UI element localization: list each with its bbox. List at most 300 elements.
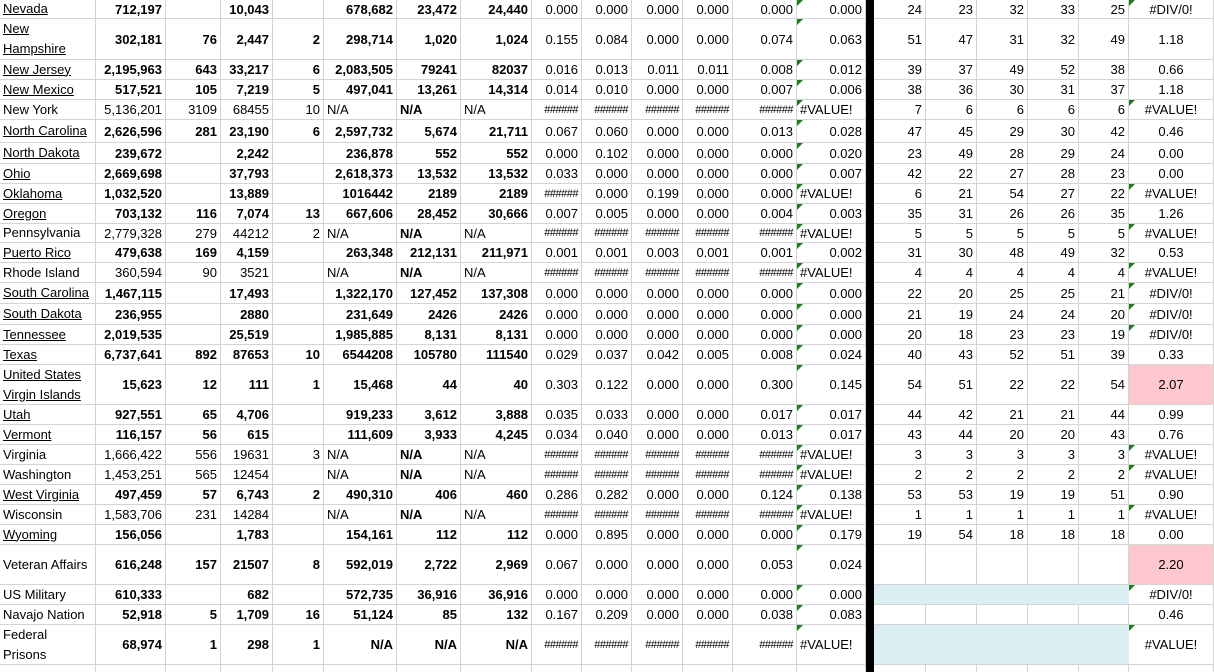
row-label-cell[interactable]: New Hampshire xyxy=(0,19,96,59)
data-cell-c3[interactable]: 14284 xyxy=(221,505,273,524)
data-cell-c3[interactable]: 2,242 xyxy=(221,143,273,163)
data-cell-r4[interactable]: 23 xyxy=(1028,325,1079,344)
data-cell-c5[interactable]: N/A xyxy=(324,263,397,282)
data-cell-c10[interactable]: ###### xyxy=(632,465,683,484)
data-cell-c5[interactable]: 678,682 xyxy=(324,0,397,18)
row-label-cell[interactable]: North Dakota xyxy=(0,143,96,163)
data-cell-r4[interactable]: 29 xyxy=(1028,143,1079,163)
row-label-cell[interactable]: North Carolina xyxy=(0,120,96,142)
data-cell-c1[interactable]: 2,669,698 xyxy=(96,164,166,183)
data-cell-c9[interactable]: ###### xyxy=(582,445,632,464)
data-cell-c11[interactable]: 0.001 xyxy=(683,243,733,262)
data-cell-c10[interactable]: ###### xyxy=(632,100,683,119)
data-cell-r1[interactable]: 53 xyxy=(874,485,926,504)
data-cell-r6[interactable]: #VALUE! xyxy=(1129,445,1214,464)
data-cell-c5[interactable]: 51,124 xyxy=(324,605,397,624)
data-cell-c3[interactable]: 23,190 xyxy=(221,120,273,142)
data-cell-c6[interactable]: N/A xyxy=(397,263,461,282)
data-cell-r2[interactable]: 1 xyxy=(926,505,977,524)
data-cell-c7[interactable]: 30,666 xyxy=(461,204,532,223)
data-cell-c5[interactable]: 111,609 xyxy=(324,425,397,444)
data-cell-c6[interactable]: 13,261 xyxy=(397,80,461,99)
data-cell-c2[interactable]: 565 xyxy=(166,465,221,484)
data-cell-c11[interactable]: 0.000 xyxy=(683,405,733,424)
data-cell-r6[interactable]: 0.00 xyxy=(1129,143,1214,163)
data-cell-c1[interactable]: 5,136,201 xyxy=(96,100,166,119)
data-cell-c12[interactable]: 0.013 xyxy=(733,120,797,142)
data-cell-c13[interactable]: 0.017 xyxy=(797,405,866,424)
data-cell-r3[interactable] xyxy=(977,545,1028,584)
data-cell-c7[interactable]: 2426 xyxy=(461,304,532,324)
data-cell-c7[interactable]: 211,971 xyxy=(461,243,532,262)
data-cell-c1[interactable]: 2,779,328 xyxy=(96,224,166,242)
data-cell-c4[interactable] xyxy=(273,585,324,604)
data-cell-c1[interactable]: 239,672 xyxy=(96,143,166,163)
data-cell-c6[interactable]: 13,532 xyxy=(397,164,461,183)
data-cell-r5[interactable]: 22 xyxy=(1079,184,1129,203)
data-cell-r6[interactable]: #VALUE! xyxy=(1129,263,1214,282)
data-cell-r6[interactable]: #DIV/0! xyxy=(1129,0,1214,18)
data-cell-c3[interactable]: 1,783 xyxy=(221,525,273,544)
data-cell-c1[interactable]: 116,157 xyxy=(96,425,166,444)
empty-cell[interactable] xyxy=(532,665,582,672)
empty-cell[interactable] xyxy=(397,665,461,672)
data-cell-r2[interactable] xyxy=(926,585,977,604)
data-cell-c1[interactable]: 156,056 xyxy=(96,525,166,544)
data-cell-c7[interactable]: N/A xyxy=(461,100,532,119)
data-cell-r2[interactable]: 45 xyxy=(926,120,977,142)
data-cell-c11[interactable]: 0.000 xyxy=(683,485,733,504)
data-cell-c10[interactable]: 0.000 xyxy=(632,525,683,544)
data-cell-c1[interactable]: 1,453,251 xyxy=(96,465,166,484)
data-cell-c8[interactable]: ###### xyxy=(532,465,582,484)
data-cell-c12[interactable]: 0.053 xyxy=(733,545,797,584)
data-cell-c11[interactable]: 0.000 xyxy=(683,325,733,344)
data-cell-r2[interactable] xyxy=(926,625,977,664)
data-cell-r5[interactable]: 49 xyxy=(1079,19,1129,59)
data-cell-c2[interactable]: 105 xyxy=(166,80,221,99)
data-cell-r2[interactable]: 18 xyxy=(926,325,977,344)
data-cell-r4[interactable]: 21 xyxy=(1028,405,1079,424)
data-cell-c13[interactable]: 0.000 xyxy=(797,325,866,344)
row-label-cell[interactable]: Veteran Affairs xyxy=(0,545,96,584)
data-cell-c9[interactable]: ###### xyxy=(582,505,632,524)
data-cell-c6[interactable]: N/A xyxy=(397,505,461,524)
data-cell-c1[interactable]: 1,032,520 xyxy=(96,184,166,203)
empty-cell[interactable] xyxy=(1028,665,1079,672)
data-cell-r1[interactable]: 38 xyxy=(874,80,926,99)
data-cell-c3[interactable]: 12454 xyxy=(221,465,273,484)
data-cell-c1[interactable]: 1,666,422 xyxy=(96,445,166,464)
data-cell-c11[interactable]: 0.000 xyxy=(683,365,733,404)
data-cell-c4[interactable] xyxy=(273,465,324,484)
data-cell-c3[interactable]: 111 xyxy=(221,365,273,404)
data-cell-c13[interactable]: 0.179 xyxy=(797,525,866,544)
data-cell-c7[interactable]: 82037 xyxy=(461,60,532,79)
data-cell-c13[interactable]: 0.000 xyxy=(797,585,866,604)
data-cell-r2[interactable]: 2 xyxy=(926,465,977,484)
data-cell-c11[interactable]: 0.011 xyxy=(683,60,733,79)
data-cell-c8[interactable]: ###### xyxy=(532,184,582,203)
data-cell-r6[interactable]: #DIV/0! xyxy=(1129,585,1214,604)
data-cell-r6[interactable]: 0.53 xyxy=(1129,243,1214,262)
data-cell-r6[interactable]: 0.33 xyxy=(1129,345,1214,364)
data-cell-r4[interactable]: 5 xyxy=(1028,224,1079,242)
data-cell-r5[interactable]: 39 xyxy=(1079,345,1129,364)
data-cell-r6[interactable]: #VALUE! xyxy=(1129,100,1214,119)
data-cell-c13[interactable]: #VALUE! xyxy=(797,263,866,282)
data-cell-c12[interactable]: 0.300 xyxy=(733,365,797,404)
data-cell-c9[interactable]: 0.005 xyxy=(582,204,632,223)
data-cell-c9[interactable]: 0.000 xyxy=(582,283,632,303)
data-cell-c11[interactable]: 0.000 xyxy=(683,80,733,99)
data-cell-c6[interactable]: 406 xyxy=(397,485,461,504)
data-cell-c7[interactable]: 111540 xyxy=(461,345,532,364)
data-cell-c1[interactable]: 360,594 xyxy=(96,263,166,282)
data-cell-r2[interactable]: 3 xyxy=(926,445,977,464)
data-cell-c10[interactable]: 0.042 xyxy=(632,345,683,364)
empty-cell[interactable] xyxy=(273,665,324,672)
data-cell-r1[interactable]: 21 xyxy=(874,304,926,324)
row-label-cell[interactable]: Oregon xyxy=(0,204,96,223)
data-cell-r1[interactable]: 22 xyxy=(874,283,926,303)
data-cell-c12[interactable]: 0.000 xyxy=(733,304,797,324)
data-cell-c4[interactable] xyxy=(273,184,324,203)
data-cell-c8[interactable]: 0.000 xyxy=(532,325,582,344)
data-cell-c8[interactable]: ###### xyxy=(532,263,582,282)
data-cell-c8[interactable]: 0.000 xyxy=(532,525,582,544)
data-cell-c1[interactable]: 497,459 xyxy=(96,485,166,504)
data-cell-c13[interactable]: 0.000 xyxy=(797,0,866,18)
data-cell-r6[interactable]: #VALUE! xyxy=(1129,184,1214,203)
data-cell-c11[interactable]: 0.000 xyxy=(683,19,733,59)
data-cell-r5[interactable] xyxy=(1079,585,1129,604)
data-cell-r3[interactable]: 19 xyxy=(977,485,1028,504)
data-cell-c11[interactable]: 0.000 xyxy=(683,545,733,584)
data-cell-c6[interactable]: N/A xyxy=(397,625,461,664)
data-cell-r3[interactable]: 5 xyxy=(977,224,1028,242)
data-cell-c2[interactable]: 76 xyxy=(166,19,221,59)
data-cell-c12[interactable]: 0.013 xyxy=(733,425,797,444)
data-cell-c9[interactable]: 0.000 xyxy=(582,304,632,324)
data-cell-c5[interactable]: N/A xyxy=(324,505,397,524)
data-cell-r5[interactable]: 1 xyxy=(1079,505,1129,524)
data-cell-c4[interactable]: 6 xyxy=(273,60,324,79)
row-label-cell[interactable]: Oklahoma xyxy=(0,184,96,203)
data-cell-c5[interactable]: 298,714 xyxy=(324,19,397,59)
data-cell-r5[interactable]: 19 xyxy=(1079,325,1129,344)
data-cell-r5[interactable]: 5 xyxy=(1079,224,1129,242)
data-cell-c8[interactable]: 0.167 xyxy=(532,605,582,624)
data-cell-c1[interactable]: 15,623 xyxy=(96,365,166,404)
data-cell-c1[interactable]: 616,248 xyxy=(96,545,166,584)
data-cell-c3[interactable]: 87653 xyxy=(221,345,273,364)
data-cell-r6[interactable]: 1.26 xyxy=(1129,204,1214,223)
row-label-cell[interactable]: Texas xyxy=(0,345,96,364)
data-cell-c3[interactable]: 298 xyxy=(221,625,273,664)
data-cell-c2[interactable]: 157 xyxy=(166,545,221,584)
data-cell-r1[interactable]: 51 xyxy=(874,19,926,59)
data-cell-c11[interactable]: ###### xyxy=(683,224,733,242)
data-cell-r2[interactable]: 31 xyxy=(926,204,977,223)
data-cell-c3[interactable]: 37,793 xyxy=(221,164,273,183)
data-cell-c8[interactable]: 0.034 xyxy=(532,425,582,444)
data-cell-c11[interactable]: 0.000 xyxy=(683,164,733,183)
data-cell-c8[interactable]: 0.000 xyxy=(532,143,582,163)
data-cell-c6[interactable]: N/A xyxy=(397,465,461,484)
data-cell-c12[interactable]: ###### xyxy=(733,445,797,464)
data-cell-r4[interactable]: 32 xyxy=(1028,19,1079,59)
data-cell-r4[interactable]: 6 xyxy=(1028,100,1079,119)
data-cell-c5[interactable]: 667,606 xyxy=(324,204,397,223)
data-cell-c10[interactable]: 0.000 xyxy=(632,585,683,604)
data-cell-c9[interactable]: 0.033 xyxy=(582,405,632,424)
data-cell-c1[interactable]: 2,626,596 xyxy=(96,120,166,142)
data-cell-c10[interactable]: 0.000 xyxy=(632,204,683,223)
data-cell-c9[interactable]: ###### xyxy=(582,625,632,664)
row-label-cell[interactable]: Rhode Island xyxy=(0,263,96,282)
data-cell-r6[interactable]: 2.07 xyxy=(1129,365,1214,404)
data-cell-r1[interactable]: 39 xyxy=(874,60,926,79)
data-cell-c11[interactable]: 0.000 xyxy=(683,120,733,142)
data-cell-c7[interactable]: 3,888 xyxy=(461,405,532,424)
data-cell-r1[interactable]: 35 xyxy=(874,204,926,223)
data-cell-c13[interactable]: 0.024 xyxy=(797,345,866,364)
data-cell-r2[interactable]: 49 xyxy=(926,143,977,163)
row-label-cell[interactable]: New Mexico xyxy=(0,80,96,99)
data-cell-c4[interactable] xyxy=(273,325,324,344)
data-cell-r3[interactable]: 18 xyxy=(977,525,1028,544)
data-cell-c4[interactable]: 8 xyxy=(273,545,324,584)
data-cell-r6[interactable]: 0.99 xyxy=(1129,405,1214,424)
data-cell-c6[interactable]: 28,452 xyxy=(397,204,461,223)
empty-cell[interactable] xyxy=(797,665,866,672)
data-cell-r2[interactable]: 43 xyxy=(926,345,977,364)
data-cell-r3[interactable]: 4 xyxy=(977,263,1028,282)
data-cell-c13[interactable]: 0.028 xyxy=(797,120,866,142)
data-cell-c8[interactable]: ###### xyxy=(532,625,582,664)
data-cell-c2[interactable]: 5 xyxy=(166,605,221,624)
data-cell-r5[interactable]: 32 xyxy=(1079,243,1129,262)
data-cell-r4[interactable]: 20 xyxy=(1028,425,1079,444)
data-cell-c10[interactable]: ###### xyxy=(632,224,683,242)
data-cell-c1[interactable]: 712,197 xyxy=(96,0,166,18)
data-cell-c6[interactable]: N/A xyxy=(397,224,461,242)
data-cell-r3[interactable]: 52 xyxy=(977,345,1028,364)
data-cell-r5[interactable]: 54 xyxy=(1079,365,1129,404)
data-cell-c12[interactable]: 0.124 xyxy=(733,485,797,504)
data-cell-c9[interactable]: 0.122 xyxy=(582,365,632,404)
data-cell-r5[interactable]: 21 xyxy=(1079,283,1129,303)
data-cell-c3[interactable]: 21507 xyxy=(221,545,273,584)
row-label-cell[interactable]: Wisconsin xyxy=(0,505,96,524)
data-cell-r3[interactable] xyxy=(977,625,1028,664)
data-cell-r3[interactable] xyxy=(977,605,1028,624)
data-cell-c12[interactable]: ###### xyxy=(733,465,797,484)
data-cell-c13[interactable]: 0.003 xyxy=(797,204,866,223)
data-cell-c8[interactable]: 0.067 xyxy=(532,120,582,142)
data-cell-c6[interactable]: 44 xyxy=(397,365,461,404)
data-cell-c9[interactable]: 0.000 xyxy=(582,545,632,584)
empty-cell[interactable] xyxy=(683,665,733,672)
data-cell-c3[interactable]: 7,219 xyxy=(221,80,273,99)
data-cell-c3[interactable]: 68455 xyxy=(221,100,273,119)
data-cell-c1[interactable]: 479,638 xyxy=(96,243,166,262)
data-cell-c7[interactable]: 1,024 xyxy=(461,19,532,59)
empty-cell[interactable] xyxy=(632,665,683,672)
data-cell-c10[interactable]: 0.000 xyxy=(632,365,683,404)
row-label-cell[interactable]: Utah xyxy=(0,405,96,424)
data-cell-c9[interactable]: 0.895 xyxy=(582,525,632,544)
data-cell-r3[interactable]: 21 xyxy=(977,405,1028,424)
data-cell-r3[interactable]: 54 xyxy=(977,184,1028,203)
data-cell-c3[interactable]: 10,043 xyxy=(221,0,273,18)
data-cell-c6[interactable]: 105780 xyxy=(397,345,461,364)
data-cell-c3[interactable]: 2880 xyxy=(221,304,273,324)
data-cell-r5[interactable] xyxy=(1079,605,1129,624)
data-cell-r3[interactable]: 28 xyxy=(977,143,1028,163)
data-cell-c2[interactable] xyxy=(166,525,221,544)
data-cell-c13[interactable]: 0.024 xyxy=(797,545,866,584)
data-cell-c1[interactable]: 302,181 xyxy=(96,19,166,59)
data-cell-c10[interactable]: 0.000 xyxy=(632,143,683,163)
data-cell-c5[interactable]: 2,618,373 xyxy=(324,164,397,183)
data-cell-r2[interactable]: 19 xyxy=(926,304,977,324)
data-cell-r5[interactable]: 24 xyxy=(1079,143,1129,163)
data-cell-c3[interactable]: 1,709 xyxy=(221,605,273,624)
data-cell-r4[interactable]: 31 xyxy=(1028,80,1079,99)
data-cell-c8[interactable]: 0.000 xyxy=(532,0,582,18)
data-cell-c13[interactable]: #VALUE! xyxy=(797,184,866,203)
data-cell-c7[interactable]: 24,440 xyxy=(461,0,532,18)
data-cell-c4[interactable] xyxy=(273,304,324,324)
data-cell-c6[interactable]: 85 xyxy=(397,605,461,624)
data-cell-c12[interactable]: 0.000 xyxy=(733,585,797,604)
data-cell-r6[interactable]: 0.46 xyxy=(1129,605,1214,624)
data-cell-c9[interactable]: 0.013 xyxy=(582,60,632,79)
empty-cell[interactable] xyxy=(926,665,977,672)
empty-cell[interactable] xyxy=(733,665,797,672)
data-cell-c3[interactable]: 13,889 xyxy=(221,184,273,203)
data-cell-c13[interactable]: #VALUE! xyxy=(797,224,866,242)
data-cell-r4[interactable]: 18 xyxy=(1028,525,1079,544)
data-cell-r6[interactable]: 1.18 xyxy=(1129,80,1214,99)
data-cell-c11[interactable]: ###### xyxy=(683,100,733,119)
data-cell-r4[interactable]: 3 xyxy=(1028,445,1079,464)
data-cell-c6[interactable]: 3,612 xyxy=(397,405,461,424)
data-cell-c12[interactable]: 0.000 xyxy=(733,525,797,544)
data-cell-c10[interactable]: 0.000 xyxy=(632,545,683,584)
data-cell-c6[interactable]: 2426 xyxy=(397,304,461,324)
data-cell-c3[interactable]: 4,706 xyxy=(221,405,273,424)
data-cell-c12[interactable]: 0.017 xyxy=(733,405,797,424)
data-cell-r2[interactable]: 4 xyxy=(926,263,977,282)
data-cell-c5[interactable]: 15,468 xyxy=(324,365,397,404)
data-cell-c10[interactable]: 0.000 xyxy=(632,283,683,303)
data-cell-c8[interactable]: 0.000 xyxy=(532,585,582,604)
data-cell-r4[interactable]: 52 xyxy=(1028,60,1079,79)
data-cell-r3[interactable]: 24 xyxy=(977,304,1028,324)
data-cell-r1[interactable]: 7 xyxy=(874,100,926,119)
data-cell-c7[interactable]: 40 xyxy=(461,365,532,404)
data-cell-c5[interactable]: 263,348 xyxy=(324,243,397,262)
data-cell-c4[interactable] xyxy=(273,143,324,163)
data-cell-r1[interactable]: 54 xyxy=(874,365,926,404)
data-cell-r1[interactable]: 2 xyxy=(874,465,926,484)
data-cell-c9[interactable]: 0.000 xyxy=(582,0,632,18)
data-cell-c8[interactable]: 0.067 xyxy=(532,545,582,584)
data-cell-c2[interactable]: 3109 xyxy=(166,100,221,119)
row-label-cell[interactable]: Federal Prisons xyxy=(0,625,96,664)
data-cell-c2[interactable]: 281 xyxy=(166,120,221,142)
row-label-cell[interactable]: South Dakota xyxy=(0,304,96,324)
data-cell-c11[interactable]: 0.005 xyxy=(683,345,733,364)
data-cell-c2[interactable]: 643 xyxy=(166,60,221,79)
data-cell-c5[interactable]: N/A xyxy=(324,224,397,242)
data-cell-c13[interactable]: #VALUE! xyxy=(797,100,866,119)
data-cell-r2[interactable]: 54 xyxy=(926,525,977,544)
data-cell-c13[interactable]: #VALUE! xyxy=(797,445,866,464)
data-cell-c7[interactable]: 21,711 xyxy=(461,120,532,142)
data-cell-c3[interactable]: 615 xyxy=(221,425,273,444)
data-cell-c7[interactable]: 13,532 xyxy=(461,164,532,183)
data-cell-c10[interactable]: 0.000 xyxy=(632,19,683,59)
data-cell-c2[interactable]: 65 xyxy=(166,405,221,424)
data-cell-c13[interactable]: #VALUE! xyxy=(797,505,866,524)
data-cell-c10[interactable]: 0.000 xyxy=(632,304,683,324)
data-cell-r6[interactable]: #DIV/0! xyxy=(1129,283,1214,303)
data-cell-c3[interactable]: 682 xyxy=(221,585,273,604)
data-cell-c7[interactable]: 4,245 xyxy=(461,425,532,444)
data-cell-r2[interactable]: 30 xyxy=(926,243,977,262)
data-cell-r3[interactable]: 25 xyxy=(977,283,1028,303)
data-cell-r2[interactable]: 37 xyxy=(926,60,977,79)
data-cell-r3[interactable]: 2 xyxy=(977,465,1028,484)
data-cell-c13[interactable]: 0.020 xyxy=(797,143,866,163)
data-cell-r5[interactable]: 44 xyxy=(1079,405,1129,424)
data-cell-c5[interactable]: 2,597,732 xyxy=(324,120,397,142)
data-cell-c5[interactable]: 1,985,885 xyxy=(324,325,397,344)
data-cell-c2[interactable]: 279 xyxy=(166,224,221,242)
data-cell-c10[interactable]: 0.000 xyxy=(632,405,683,424)
data-cell-c9[interactable]: 0.282 xyxy=(582,485,632,504)
data-cell-r1[interactable]: 24 xyxy=(874,0,926,18)
data-cell-r2[interactable]: 42 xyxy=(926,405,977,424)
data-cell-c13[interactable]: 0.138 xyxy=(797,485,866,504)
data-cell-c1[interactable]: 703,132 xyxy=(96,204,166,223)
data-cell-r2[interactable]: 47 xyxy=(926,19,977,59)
data-cell-c9[interactable]: 0.060 xyxy=(582,120,632,142)
data-cell-c7[interactable]: N/A xyxy=(461,263,532,282)
data-cell-r5[interactable]: 20 xyxy=(1079,304,1129,324)
data-cell-c2[interactable]: 556 xyxy=(166,445,221,464)
data-cell-r4[interactable]: 24 xyxy=(1028,304,1079,324)
data-cell-c5[interactable]: 1,322,170 xyxy=(324,283,397,303)
data-cell-r3[interactable]: 22 xyxy=(977,365,1028,404)
data-cell-r4[interactable]: 28 xyxy=(1028,164,1079,183)
data-cell-c3[interactable]: 6,743 xyxy=(221,485,273,504)
data-cell-c12[interactable]: 0.000 xyxy=(733,0,797,18)
data-cell-r6[interactable]: 0.46 xyxy=(1129,120,1214,142)
data-cell-c12[interactable]: ###### xyxy=(733,263,797,282)
row-label-cell[interactable]: Tennessee xyxy=(0,325,96,344)
data-cell-r4[interactable]: 26 xyxy=(1028,204,1079,223)
data-cell-c1[interactable]: 236,955 xyxy=(96,304,166,324)
data-cell-c13[interactable]: #VALUE! xyxy=(797,625,866,664)
data-cell-c10[interactable]: 0.000 xyxy=(632,80,683,99)
data-cell-r6[interactable]: #VALUE! xyxy=(1129,224,1214,242)
data-cell-r6[interactable]: 2.20 xyxy=(1129,545,1214,584)
